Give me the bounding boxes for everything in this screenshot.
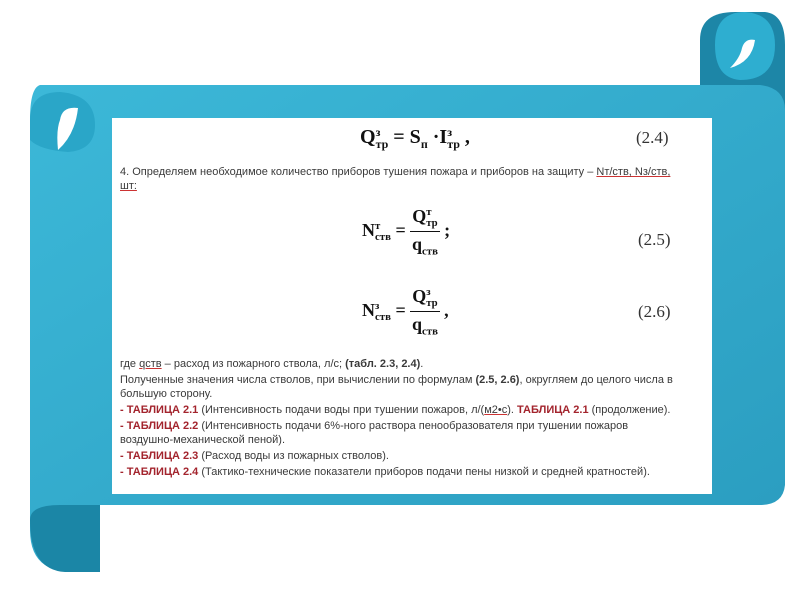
rounding-text: Полученные значения числа стволов, при вычислении по формулам (2.5, 2.6), округляем до целого числа в [120, 374, 673, 386]
document-image [112, 118, 712, 494]
table-ref-2-2-line2: воздушно-механической пеной). [120, 434, 285, 446]
step4-text: 4. Определяем необходимое количество приборов тушения пожара и приборов на защиту – Nт/ств, Nз/ств, [120, 166, 671, 178]
formula-2-6: N з ств = Q з тр $q_{ств}$ , [362, 286, 449, 338]
step4-text-line2: шт: [120, 180, 137, 192]
formula-2-5: N т ств = Q т тр $q_{ств}$ ; [362, 206, 451, 258]
rounding-text-line2: большую сторону. [120, 388, 213, 400]
table-ref-2-1: - ТАБЛИЦА 2.1 (Интенсивность подачи воды при тушении пожаров, л/(м2•с). ТАБЛИЦА 2.1 (продолжение). [120, 404, 671, 416]
table-ref-2-4: - ТАБЛИЦА 2.4 (Тактико-технические показатели приборов подачи пены низкой и средней кратностей). [120, 466, 650, 478]
equation-number-2-5: (2.5) [638, 230, 671, 249]
formula-2-4: Q з тр = $S_п \cdot I$ з тр , [360, 125, 470, 152]
equation-number-2-6: (2.6) [638, 302, 671, 321]
equation-number-2-4: (2.4) [636, 128, 669, 147]
table-ref-2-2: - ТАБЛИЦА 2.2 (Интенсивность подачи 6%-ного раствора пенообразователя при тушении пожаров [120, 420, 629, 432]
table-ref-2-3: - ТАБЛИЦА 2.3 (Расход воды из пожарных стволов). [120, 450, 389, 462]
definition-text: где qств – расход из пожарного ствола, л/с; (табл. 2.3, 2.4). [120, 358, 424, 370]
